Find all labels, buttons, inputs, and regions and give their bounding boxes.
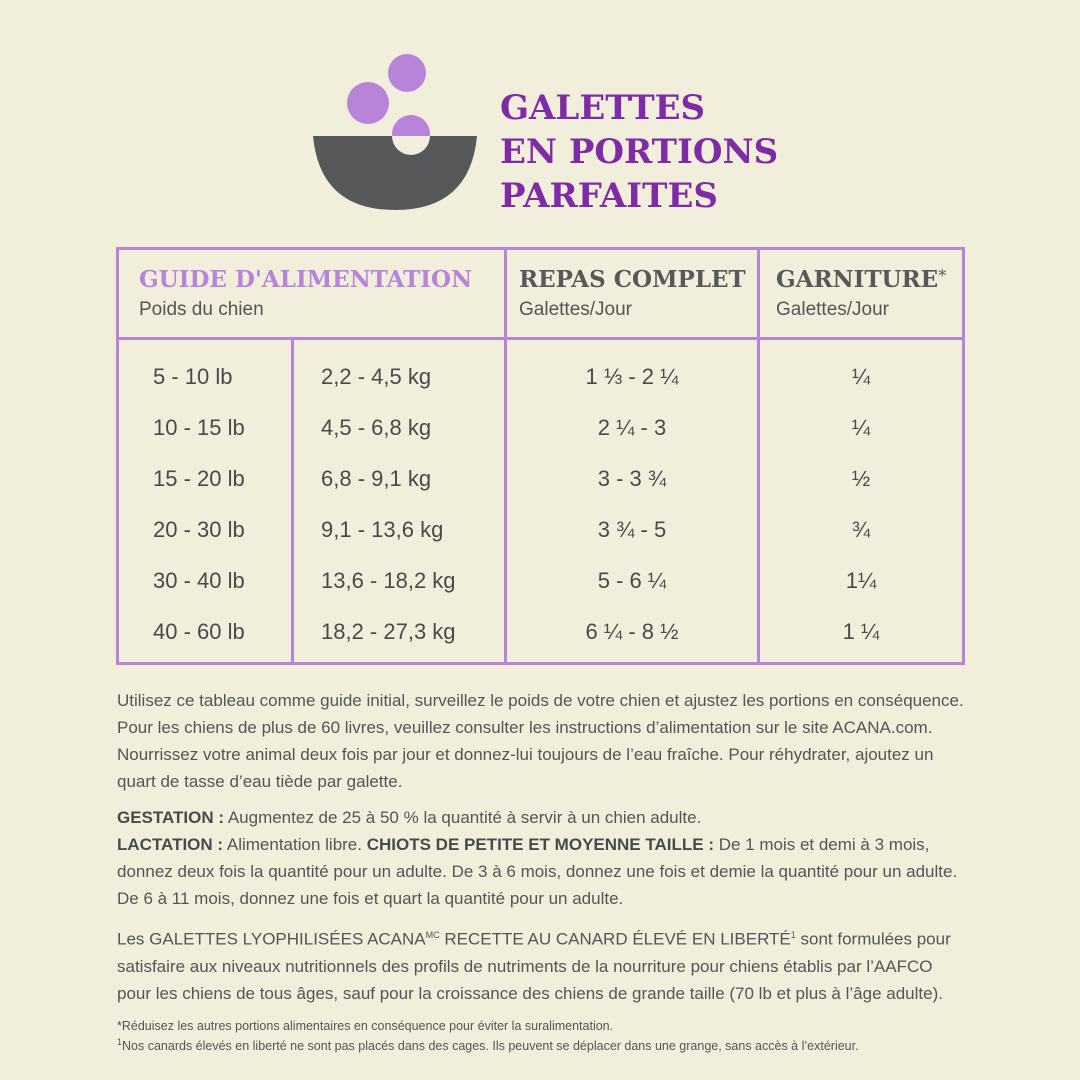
weight-lb: 15 - 20 lb: [153, 466, 245, 491]
meal-header: REPAS COMPLET: [519, 266, 746, 293]
guide-subheader: Poids du chien: [139, 299, 264, 320]
title-line-1: GALETTES: [500, 88, 706, 128]
page-title: [500, 86, 778, 218]
gestation-label: GESTATION :: [117, 808, 225, 827]
weight-kg: 4,5 - 6,8 kg: [321, 415, 432, 440]
meal-value: 1 ⅓ - 2 ¼: [585, 364, 679, 389]
aafco-paragraph: [117, 922, 967, 1007]
footnote-1-text: Nos canards élevés en liberté ne sont pas placés dans des cages. Ils peuvent se déplacer dans une grange, sans accès à l’extérieur.: [122, 1039, 859, 1054]
lactation-block: [117, 831, 967, 912]
guide-header: GUIDE D'ALIMENTATION: [139, 266, 473, 293]
aafco-text-b: RECETTE AU CANARD ÉLEVÉ EN LIBERTÉ: [439, 929, 791, 949]
meal-value: 6 ¼ - 8 ½: [585, 619, 679, 644]
intro-paragraph: Utilisez ce tableau comme guide initial, surveillez le poids de votre chien et ajustez les portions en conséquence. Pour les chiens de plus de 60 livres, veuillez consulter les instructions d’alimentation sur le site ACANA.com. Nourrissez votre animal deux fois par jour et donnez-lui toujours de l’eau fraîche. Pour réhydrater, ajoutez un quart de tasse d’eau tiède par galette.: [117, 691, 964, 791]
weight-kg: 13,6 - 18,2 kg: [321, 568, 456, 593]
weight-lb: 20 - 30 lb: [153, 517, 245, 542]
feeding-table: [116, 247, 965, 665]
footnote-ref: 1: [790, 930, 796, 940]
meal-value: 3 - 3 ¾: [597, 466, 667, 491]
footnote-1: [117, 1034, 967, 1054]
weight-kg: 18,2 - 27,3 kg: [321, 619, 456, 644]
aafco-text-a: Les GALETTES LYOPHILISÉES ACANA: [117, 929, 426, 949]
aafco-text-c: sont formulées pour satisfaire aux niveaux nutritionnels des profils de nutriments de la nourriture pour chiens établis par l’AAFCO pour les chiens de tous âges, sauf pour la croissance des chiens de grande taille (70 lb et plus à l’âge adulte).: [117, 929, 951, 1003]
trademark-mark: MC: [425, 930, 440, 940]
weight-kg: 6,8 - 9,1 kg: [321, 466, 432, 491]
weight-lb: 40 - 60 lb: [153, 619, 245, 644]
lactation-text: Alimentation libre.: [223, 835, 367, 854]
weight-lb: 5 - 10 lb: [153, 364, 233, 389]
weight-lb: 10 - 15 lb: [153, 415, 245, 440]
weight-kg: 2,2 - 4,5 kg: [321, 364, 432, 389]
weight-lb: 30 - 40 lb: [153, 568, 245, 593]
topping-value: 1¼: [845, 568, 877, 593]
topping-value: 1 ¼: [842, 619, 880, 644]
topping-value: ¾: [851, 517, 871, 542]
meal-value: 2 ¼ - 3: [597, 415, 667, 440]
weight-kg: 9,1 - 13,6 kg: [321, 517, 444, 542]
meal-value: 5 - 6 ¼: [597, 568, 667, 593]
puppies-label: CHIOTS DE PETITE ET MOYENNE TAILLE :: [366, 835, 714, 854]
topping-value: ¼: [851, 364, 871, 389]
gestation-line: [117, 804, 967, 831]
meal-value: 3 ¾ - 5: [597, 517, 667, 542]
instructions-paragraph: [117, 804, 967, 912]
footnote-asterisk: *Réduisez les autres portions alimentaires en conséquence pour éviter la suralimentation.: [117, 1019, 614, 1033]
column-divider: [291, 337, 294, 662]
topping-header: [776, 266, 946, 293]
title-line-2: EN PORTIONS: [500, 132, 779, 172]
topping-header-label: GARNITURE: [776, 266, 939, 293]
gestation-text: Augmentez de 25 à 50 % la quantité à servir à un chien adulte.: [224, 808, 702, 827]
topping-value: ¼: [851, 415, 871, 440]
meal-subheader: Galettes/Jour: [519, 299, 632, 320]
topping-value: ½: [851, 466, 871, 491]
puppies-text: De 1 mois et demi à 3 mois, donnez deux fois la quantité pour un adulte. De 3 à 6 mois, donnez une fois et demie la quantité pour un adulte. De 6 à 11 mois, donnez une fois et quart la quantité pour un adulte.: [117, 835, 958, 908]
topping-subheader: Galettes/Jour: [776, 299, 889, 320]
title-line-3: PARFAITES: [500, 176, 718, 216]
footnotes: [117, 1018, 967, 1054]
bowl-with-kibble-icon: [310, 50, 480, 220]
header-divider: [119, 337, 962, 340]
topping-asterisk: *: [938, 266, 947, 285]
footnote-1-mark: 1: [117, 1037, 123, 1047]
column-divider: [757, 250, 760, 662]
lactation-label: LACTATION :: [117, 835, 224, 854]
column-divider: [504, 250, 507, 662]
